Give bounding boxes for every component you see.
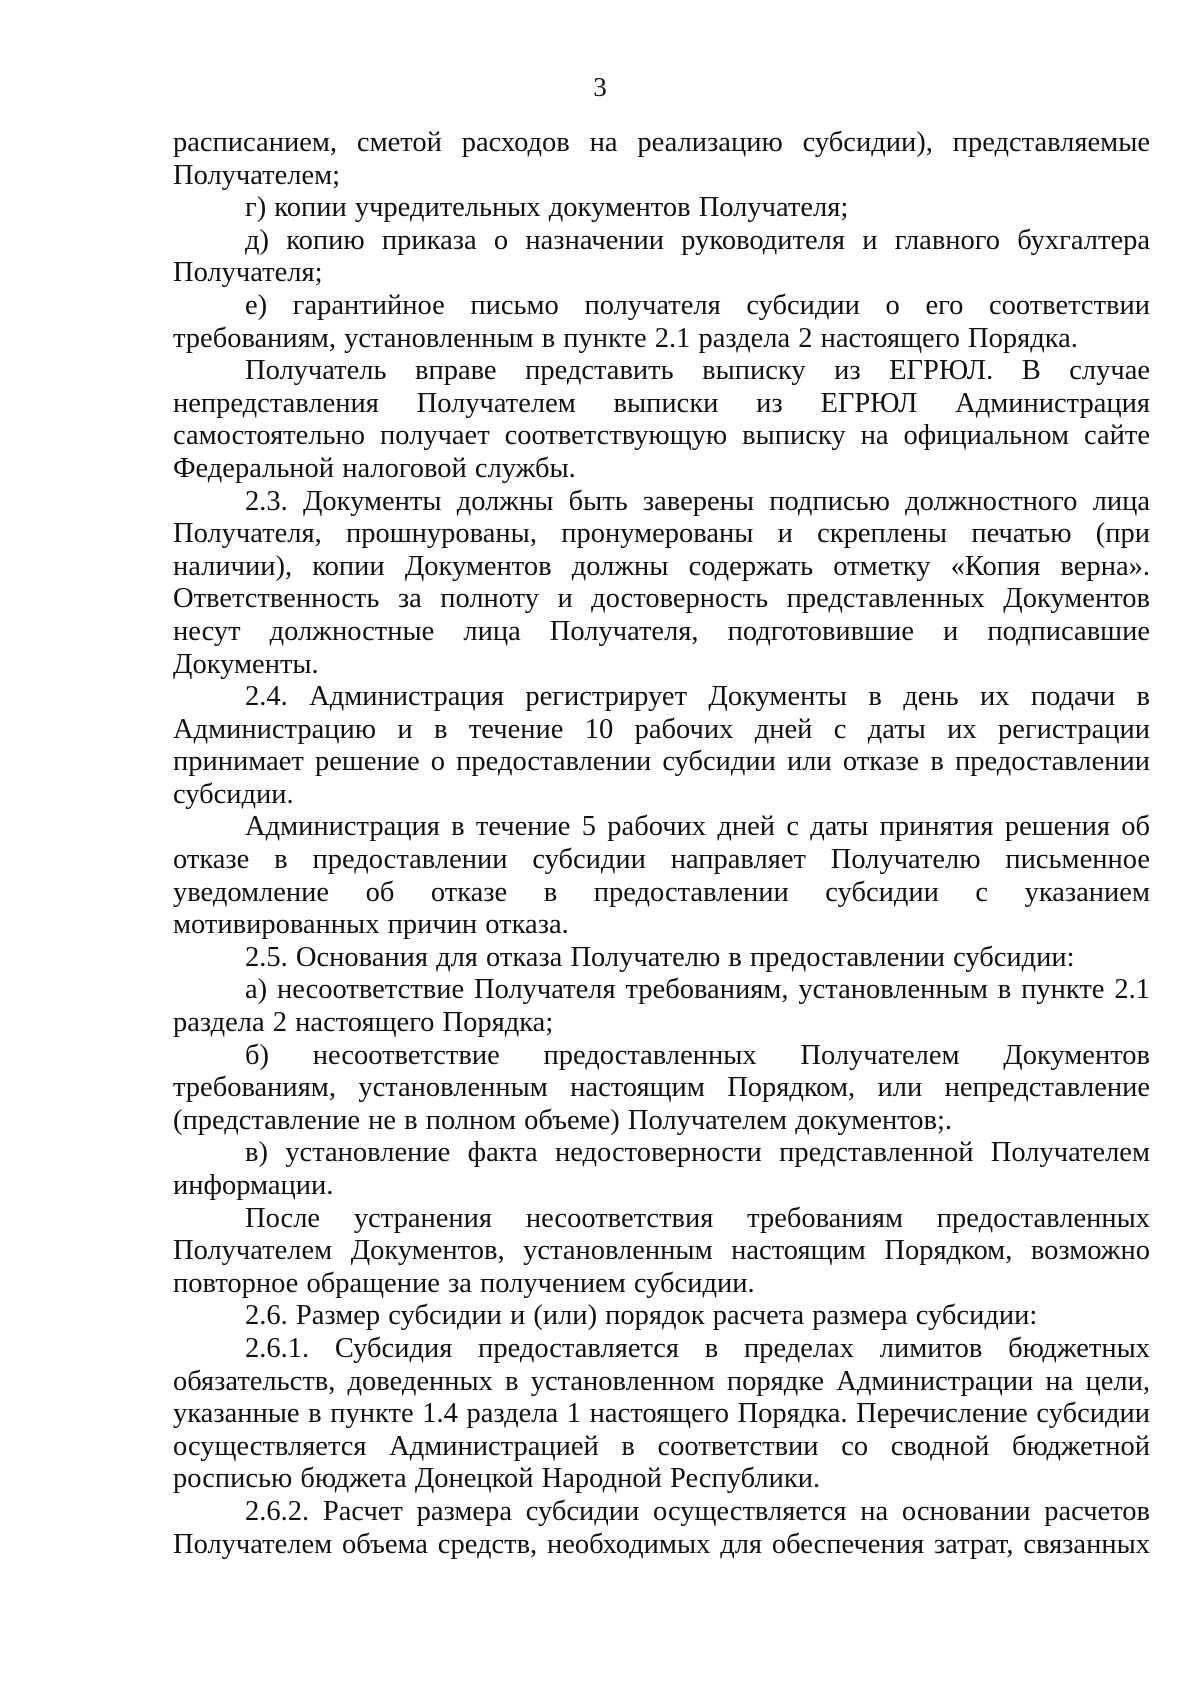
- paragraph: е) гарантийное письмо получателя субсидии о его соответствии требованиям, установленным в пункте 2.1 раздела 2 настоящего Порядка.: [173, 289, 1150, 354]
- paragraph: б) несоответствие предоставленных Получателем Документов требованиям, установленным настоящим Порядком, или непредставление (представление не в полном объеме) Получателем документов;.: [173, 1039, 1150, 1136]
- paragraph: 2.3. Документы должны быть заверены подписью должностного лица Получателя, прошнурованы, пронумерованы и скреплены печатью (при наличии), копии Документов должны содержать отметку «Копия верна». Ответственность за полноту и достоверность представленных Документов несут должностные лица Получателя, подготовившие и подписавшие Документы.: [173, 485, 1150, 680]
- document-body: [173, 127, 1150, 1561]
- paragraph: 2.4. Администрация регистрирует Документы в день их подачи в Администрацию и в течение 10 рабочих дней с даты их регистрации принимает решение о предоставлении субсидии или отказе в предоставлении субсидии.: [173, 681, 1150, 810]
- paragraph: 2.6. Размер субсидии и (или) порядок расчета размера субсидии:: [245, 1300, 1038, 1332]
- paragraph: г) копии учредительных документов Получателя;: [245, 192, 849, 224]
- paragraph: а) несоответствие Получателя требованиям, установленным в пункте 2.1 раздела 2 настоящего Порядка;: [173, 974, 1150, 1039]
- paragraph: После устранения несоответствия требованиям предоставленных Получателем Документов, установленным настоящим Порядком, возможно повторное обращение за получением субсидии.: [173, 1202, 1150, 1299]
- paragraph: расписанием, сметой расходов на реализацию субсидии), представляемые Получателем;: [173, 127, 1150, 191]
- page-number: 3: [593, 72, 607, 102]
- paragraph: Администрация в течение 5 рабочих дней с даты принятия решения об отказе в предоставлении субсидии направляет Получателю письменное уведомление об отказе в предоставлении субсидии с указанием мотивированных причин отказа.: [173, 811, 1150, 941]
- paragraph: в) установление факта недостоверности представленной Получателем информации.: [173, 1137, 1150, 1201]
- paragraph: 2.6.2. Расчет размера субсидии осуществляется на основании расчетов Получателем объема средств, необходимых для обеспечения затрат, связанных: [173, 1495, 1150, 1560]
- paragraph: Получатель вправе представить выписку из ЕГРЮЛ. В случае непредставления Получателем выписки из ЕГРЮЛ Администрация самостоятельно получает соответствующую выписку на официальном сайте Федеральной налоговой службы.: [173, 355, 1150, 484]
- paragraph: д) копию приказа о назначении руководителя и главного бухгалтера Получателя;: [173, 224, 1150, 289]
- paragraph: 2.6.1. Субсидия предоставляется в пределах лимитов бюджетных обязательств, доведенных в установленном порядке Администрации на цели, указанные в пункте 1.4 раздела 1 настоящего Порядка. Перечисление субсидии осуществляется Администрацией в соответствии со сводной бюджетной росписью бюджета Донецкой Народной Республики.: [173, 1332, 1150, 1495]
- paragraph: 2.5. Основания для отказа Получателю в предоставлении субсидии:: [245, 941, 1075, 973]
